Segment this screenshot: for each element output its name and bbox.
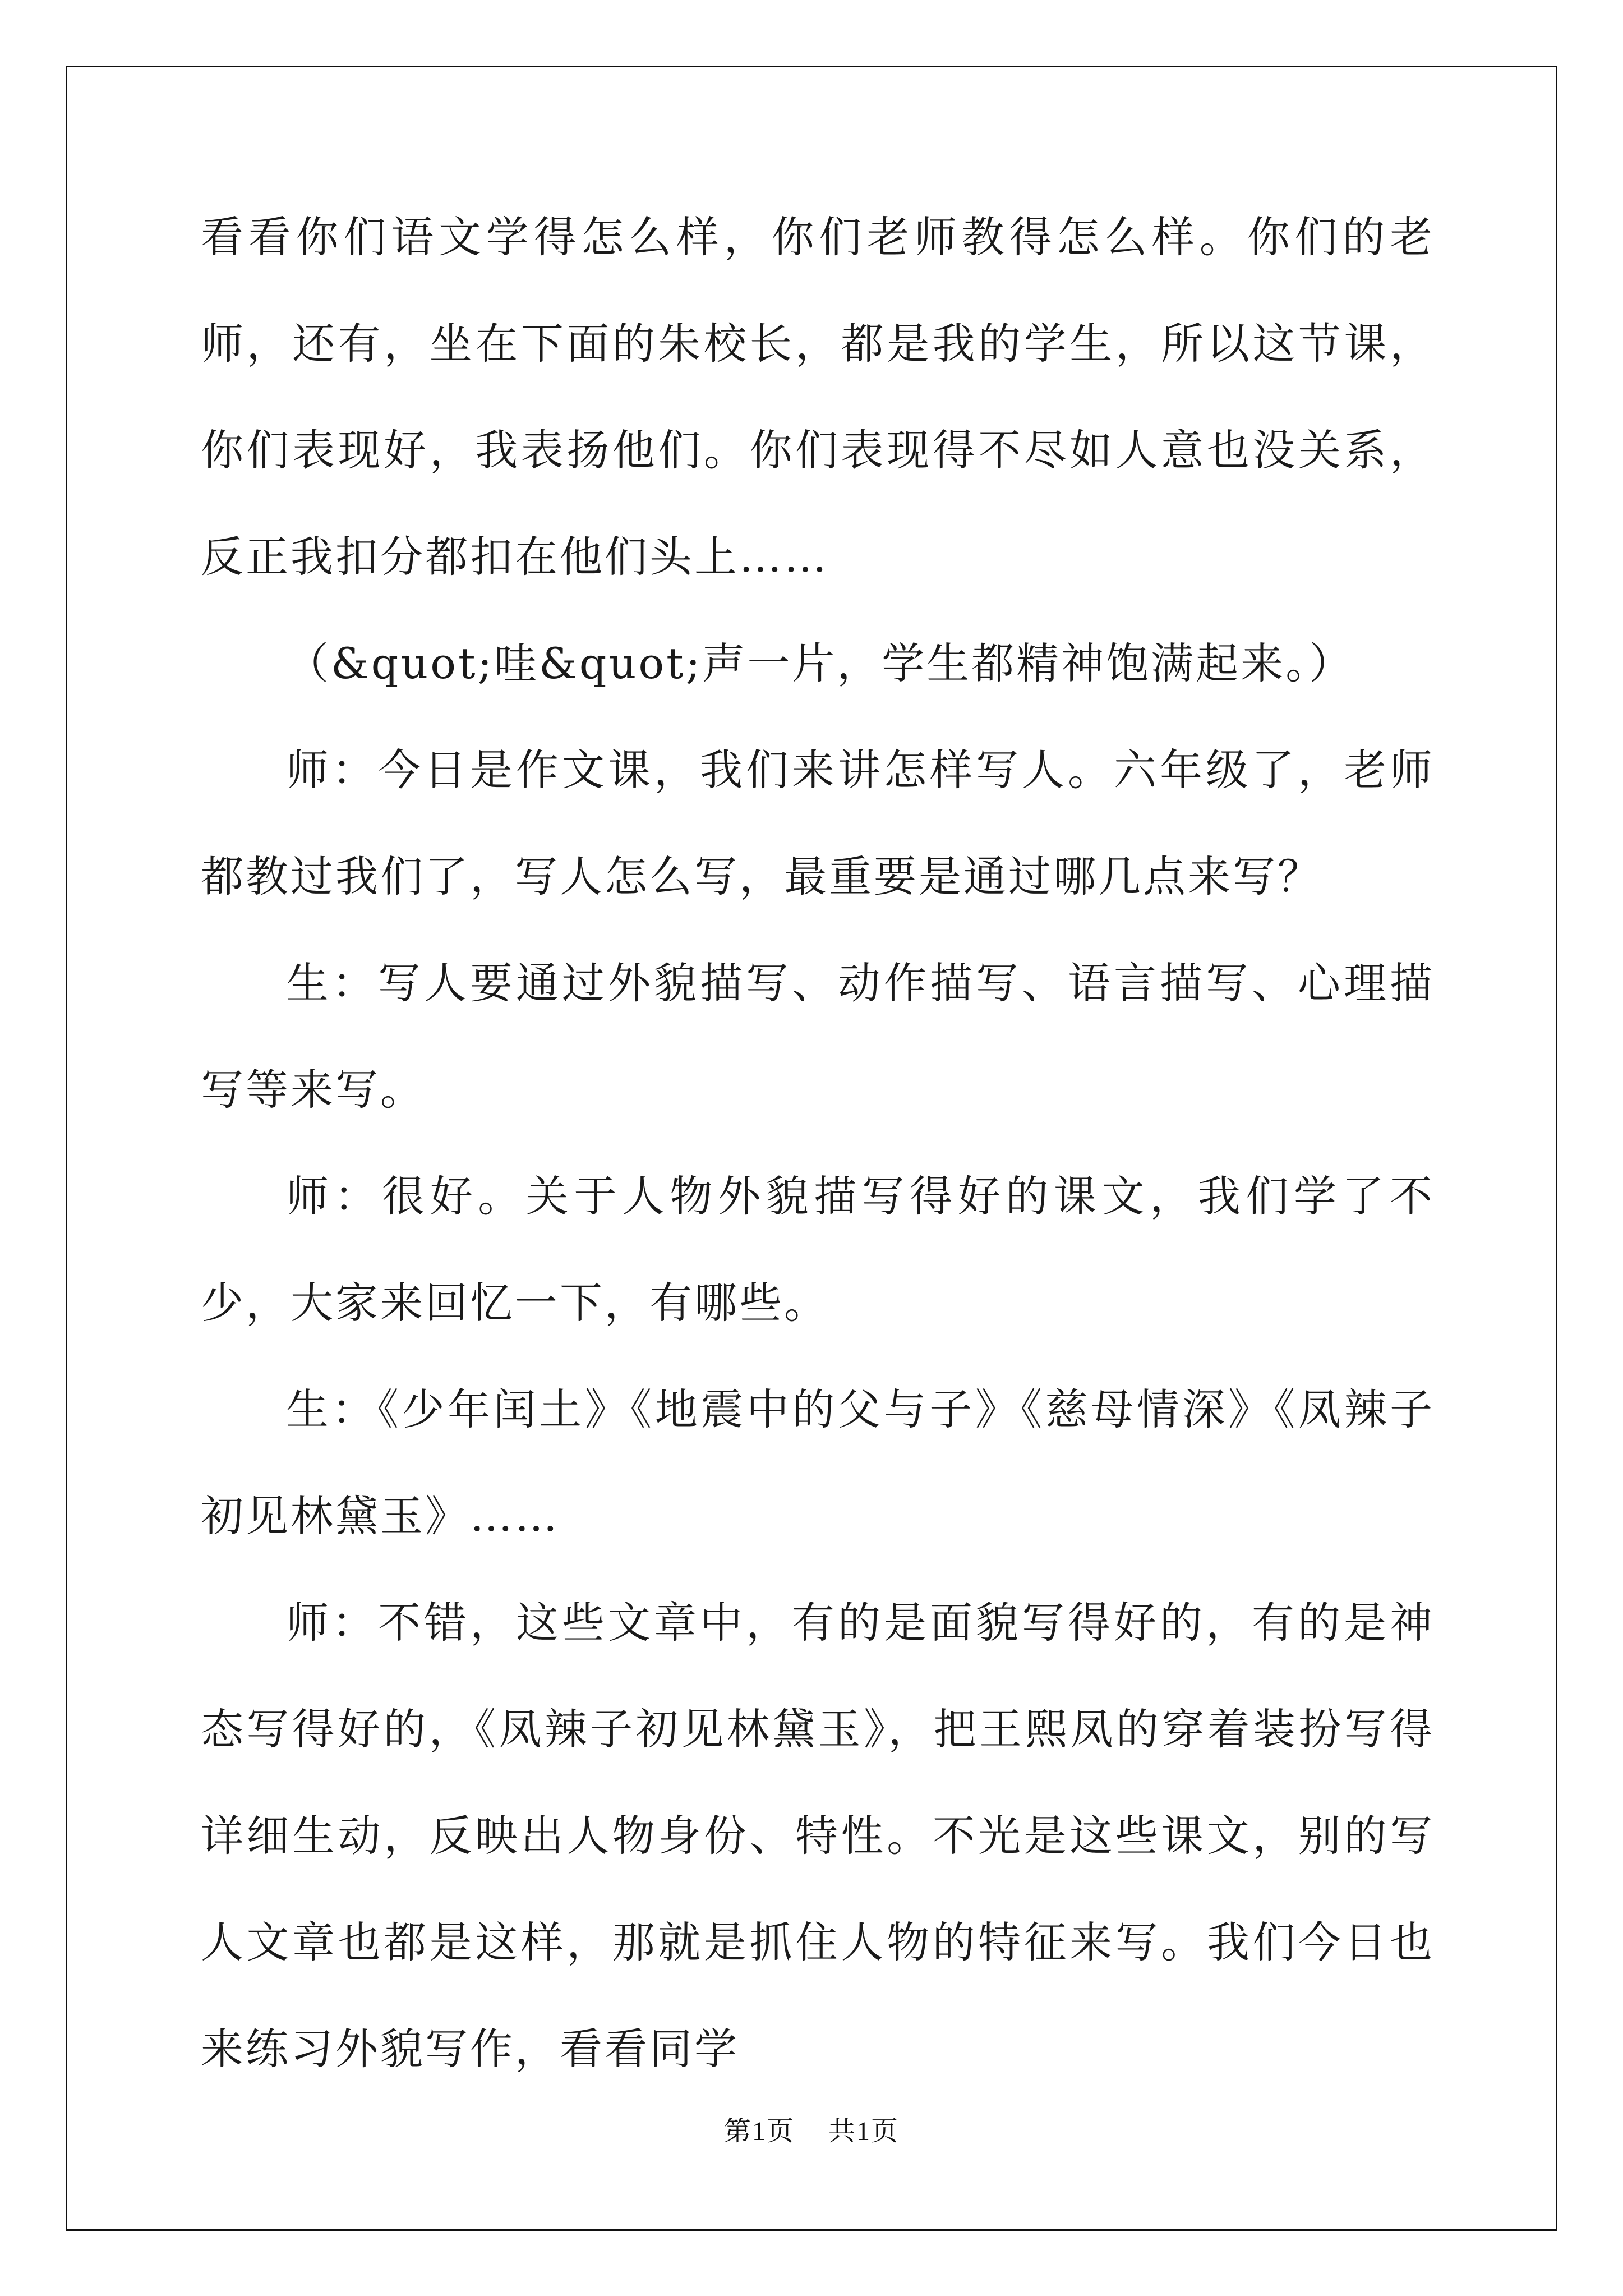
page-number: 第1页 [723,2116,795,2146]
paragraph-7: 师：不错，这些文章中，有的是面貌写得好的，有的是神态写得好的，《凤辣子初见林黛玉》，把王熙凤的穿着装扮写得详细生动，反映出人物身份、特性。不光是这些课文，别的写人文章也都是这样，那就是抓住人物的特征来写。我们今日也来练习外貌写作，看看同学 [201,1598,1435,2074]
paragraph-5: 师：很好。关于人物外貌描写得好的课文，我们学了不少，大家来回忆一下，有哪些。 [201,1171,1435,1328]
page-total: 共1页 [828,2116,900,2146]
paragraph-6: 生：《少年闰土》《地震中的父与子》《慈母情深》《凤辣子初见林黛玉》…… [201,1384,1435,1541]
page-footer [0,2109,1623,2148]
paragraph-3: 师：今日是作文课，我们来讲怎样写人。六年级了，老师都教过我们了，写人怎么写，最重要是通过哪几点来写？ [201,745,1435,901]
paragraph-1: 看看你们语文学得怎么样，你们老师教得怎么样。你们的老师，还有，坐在下面的朱校长，都是我的学生，所以这节课，你们表现好，我表扬他们。你们表现得不尽如人意也没关系，反正我扣分都扣在他们头上…… [201,212,1435,582]
paragraph-2: （&quot;哇&quot;声一片，学生都精神饱满起来。） [286,638,1354,688]
paragraph-4: 生：写人要通过外貌描写、动作描写、语言描写、心理描写等来写。 [201,958,1435,1115]
document-body [201,184,1435,2102]
